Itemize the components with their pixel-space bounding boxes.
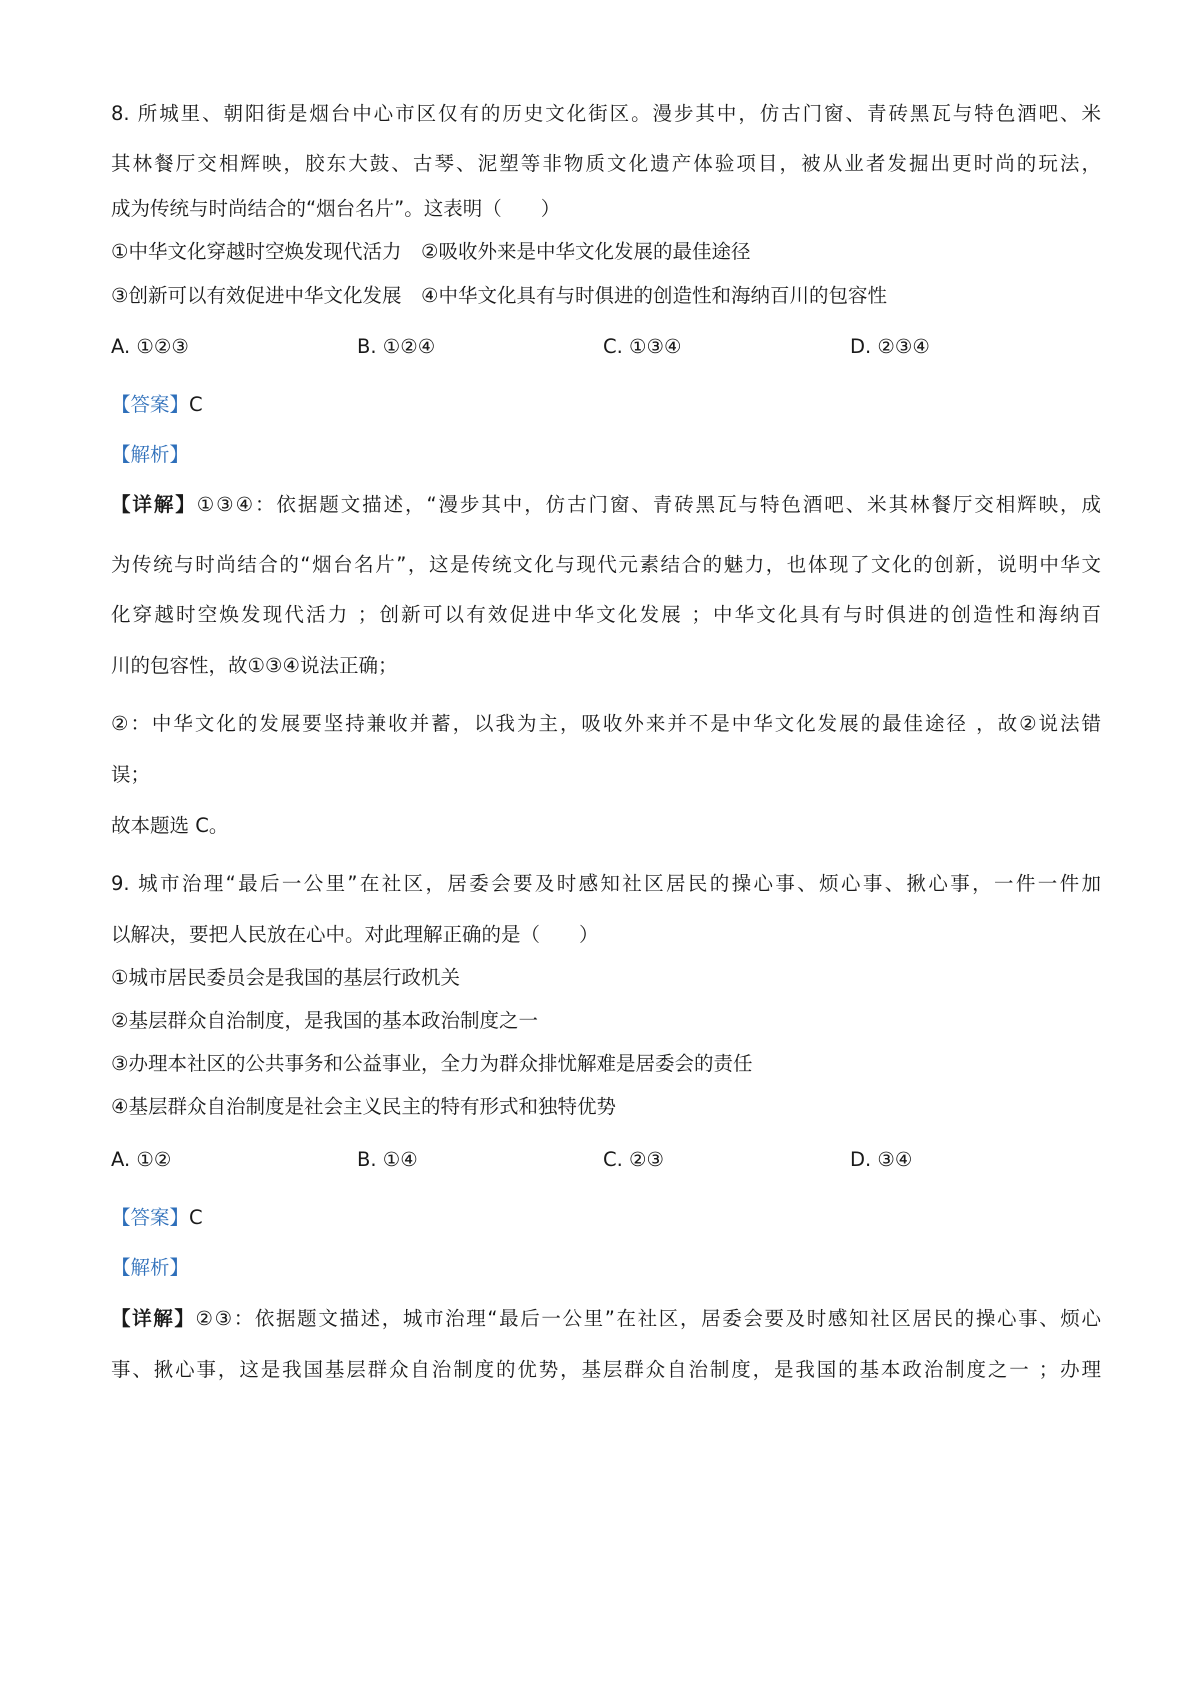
q9-detail-text-1: ②③：依据题文描述，城市治理“最后一公里”在社区，居委会要及时感知社区居民的操心事、烦心 (195, 1307, 1101, 1330)
q8-conclusion: 故本题选 C。 (111, 814, 229, 837)
q8-answer (111, 391, 203, 419)
q8-statement-line-1: ①中华文化穿越时空焕发现代活力 ②吸收外来是中华文化发展的最佳途径 (111, 240, 751, 263)
q8-detail-line-1 (111, 491, 1101, 519)
q8-detail-line-4: 川的包容性，故①③④说法正确； (111, 654, 398, 677)
q8-detail-line-3: 化穿越时空焕发现代活力 ；创新可以有效促进中华文化发展 ；中华文化具有与时俱进的创造性和海纳百 (111, 603, 1101, 626)
q8-stem-line-1: 8. 所城里、朝阳街是烟台中心市区仅有的历史文化街区。漫步其中，仿古门窗、青砖黑瓦与特色酒吧、米 (111, 102, 1101, 125)
q9-statement-line-2: ②基层群众自治制度，是我国的基本政治制度之一 (111, 1009, 538, 1032)
q8-detail-tag: 【详解】 (111, 493, 197, 516)
q8-analysis-tag: 【解析】 (111, 443, 190, 466)
q9-option-c: C. ②③ (603, 1148, 664, 1171)
q8-stem-line-2: 其林餐厅交相辉映，胶东大鼓、古琴、泥塑等非物质文化遗产体验项目，被从业者发掘出更时尚的玩法， (111, 152, 1101, 175)
q8-statement-line-2: ③创新可以有效促进中华文化发展 ④中华文化具有与时俱进的创造性和海纳百川的包容性 (111, 284, 887, 307)
q8-option-a: A. ①②③ (111, 335, 189, 358)
q9-answer-value: C (189, 1206, 203, 1229)
q8-stem-line-3: 成为传统与时尚结合的“烟台名片”。这表明（ ） (111, 197, 561, 220)
q8-option-b: B. ①②④ (357, 335, 436, 358)
q9-option-a: A. ①② (111, 1148, 172, 1171)
q9-statement-line-1: ①城市居民委员会是我国的基层行政机关 (111, 966, 460, 989)
q8-detail-line-5: ②：中华文化的发展要坚持兼收并蓄，以我为主，吸收外来并不是中华文化发展的最佳途径 ，故②说法错 (111, 712, 1101, 735)
q8-analysis-heading (111, 441, 189, 469)
q9-analysis-heading (111, 1254, 189, 1282)
q9-answer-tag: 【答案】 (111, 1206, 190, 1229)
q9-detail-line-1 (111, 1305, 1101, 1333)
q8-detail-line-2: 为传统与时尚结合的“烟台名片”，这是传统文化与现代元素结合的魅力，也体现了文化的创新，说明中华文 (111, 553, 1101, 576)
q9-detail-tag: 【详解】 (111, 1307, 196, 1330)
q9-analysis-tag: 【解析】 (111, 1256, 190, 1279)
q8-detail-text-1: ①③④：依据题文描述，“漫步其中，仿古门窗、青砖黑瓦与特色酒吧、米其林餐厅交相辉映，成 (196, 493, 1101, 516)
q9-option-d: D. ③④ (850, 1148, 913, 1171)
q9-stem-line-2: 以解决，要把人民放在心中。对此理解正确的是（ ） (111, 923, 599, 946)
q9-statement-line-4: ④基层群众自治制度是社会主义民主的特有形式和独特优势 (111, 1095, 616, 1118)
q9-detail-line-2: 事、揪心事，这是我国基层群众自治制度的优势，基层群众自治制度，是我国的基本政治制度之一 ；办理 (111, 1358, 1101, 1381)
q8-answer-value: C (189, 393, 203, 416)
q9-statement-line-3: ③办理本社区的公共事务和公益事业，全力为群众排忧解难是居委会的责任 (111, 1052, 753, 1075)
q9-stem-line-1: 9. 城市治理“最后一公里”在社区，居委会要及时感知社区居民的操心事、烦心事、揪心事，一件一件加 (111, 872, 1101, 895)
q8-detail-line-6: 误； (111, 763, 151, 786)
q8-option-c: C. ①③④ (603, 335, 682, 358)
q9-answer (111, 1204, 203, 1232)
q8-option-d: D. ②③④ (850, 335, 930, 358)
q8-answer-tag: 【答案】 (111, 393, 190, 416)
q9-option-b: B. ①④ (357, 1148, 418, 1171)
